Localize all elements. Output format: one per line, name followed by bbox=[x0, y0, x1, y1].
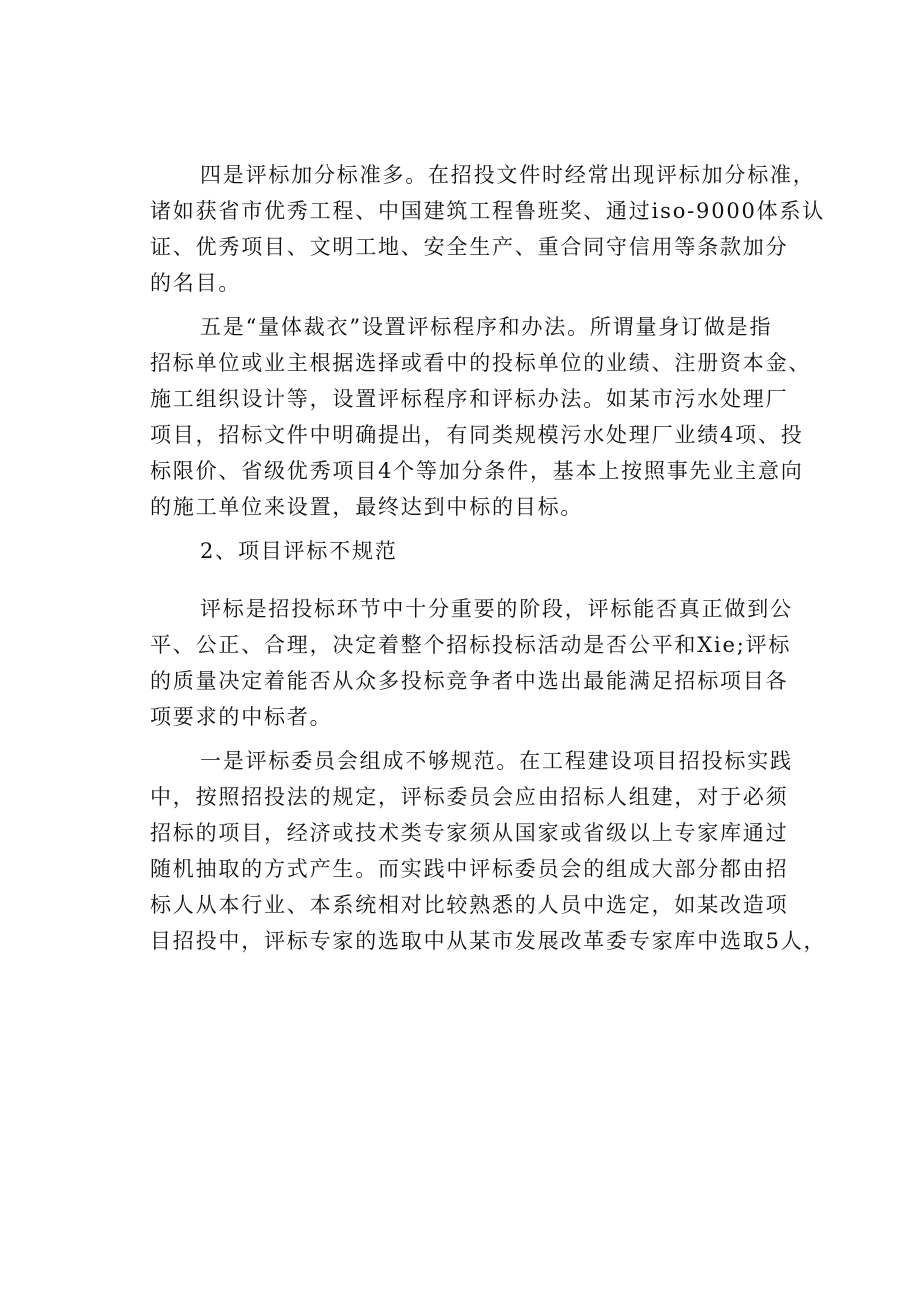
paragraph-4-line-5: 标人从本行业、本系统相对比较熟悉的人员中选定，如某改造项 bbox=[150, 893, 789, 917]
paragraph-gap bbox=[150, 735, 810, 743]
paragraph-gap bbox=[150, 525, 810, 533]
paragraph-1-line-1: 四是评标加分标准多。在招投文件时经常出现评标加分标准， bbox=[200, 163, 816, 187]
paragraph-3-line-3: 的质量决定着能否从众多投标竞争者中选出最能满足招标项目各 bbox=[150, 669, 789, 693]
paragraph-1-line-2: 诸如获省市优秀工程、中国建筑工程鲁班奖、通过iso-9000体系认 bbox=[150, 199, 826, 223]
document-body bbox=[150, 157, 827, 959]
paragraph-1-line-4: 的名目。 bbox=[150, 271, 242, 295]
paragraph-2-line-4: 项目，招标文件中明确提出，有同类规模污水处理厂业绩4项、投 bbox=[150, 423, 804, 447]
paragraph-2-line-5: 标限价、省级优秀项目4个等加分条件，基本上按照事先业主意向 bbox=[150, 459, 804, 483]
paragraph-gap bbox=[150, 301, 810, 309]
paragraph-2-line-1: 五是“量体裁衣”设置评标程序和办法。所谓量身订做是指 bbox=[200, 315, 773, 339]
paragraph-4-line-6: 目招投中，评标专家的选取中从某市发展改革委专家库中选取5人， bbox=[150, 929, 827, 953]
paragraph-3-line-4: 项要求的中标者。 bbox=[150, 705, 333, 729]
paragraph-4-line-4: 随机抽取的方式产生。而实践中评标委员会的组成大部分都由招 bbox=[150, 857, 789, 881]
paragraph-4-line-2: 中，按照招投法的规定，评标委员会应由招标人组建，对于必须 bbox=[150, 785, 789, 809]
section-gap bbox=[150, 569, 810, 591]
paragraph-4-line-3: 招标的项目，经济或技术类专家须从国家或省级以上专家库通过 bbox=[150, 821, 789, 845]
section-heading: 2、项目评标不规范 bbox=[200, 539, 398, 563]
paragraph-2-line-6: 的施工单位来设置，最终达到中标的目标。 bbox=[150, 495, 584, 519]
paragraph-2-line-2: 招标单位或业主根据选择或看中的投标单位的业绩、注册资本金、 bbox=[150, 351, 812, 375]
paragraph-3-line-1: 评标是招投标环节中十分重要的阶段，评标能否真正做到公 bbox=[200, 597, 793, 621]
paragraph-4-line-1: 一是评标委员会组成不够规范。在工程建设项目招投标实践 bbox=[200, 749, 793, 773]
paragraph-1-line-3: 证、优秀项目、文明工地、安全生产、重合同守信用等条款加分 bbox=[150, 235, 789, 259]
paragraph-2-line-3: 施工组织设计等，设置评标程序和评标办法。如某市污水处理厂 bbox=[150, 387, 789, 411]
paragraph-3-line-2: 平、公正、合理，决定着整个招标投标活动是否公平和Xie;评标 bbox=[150, 633, 792, 657]
